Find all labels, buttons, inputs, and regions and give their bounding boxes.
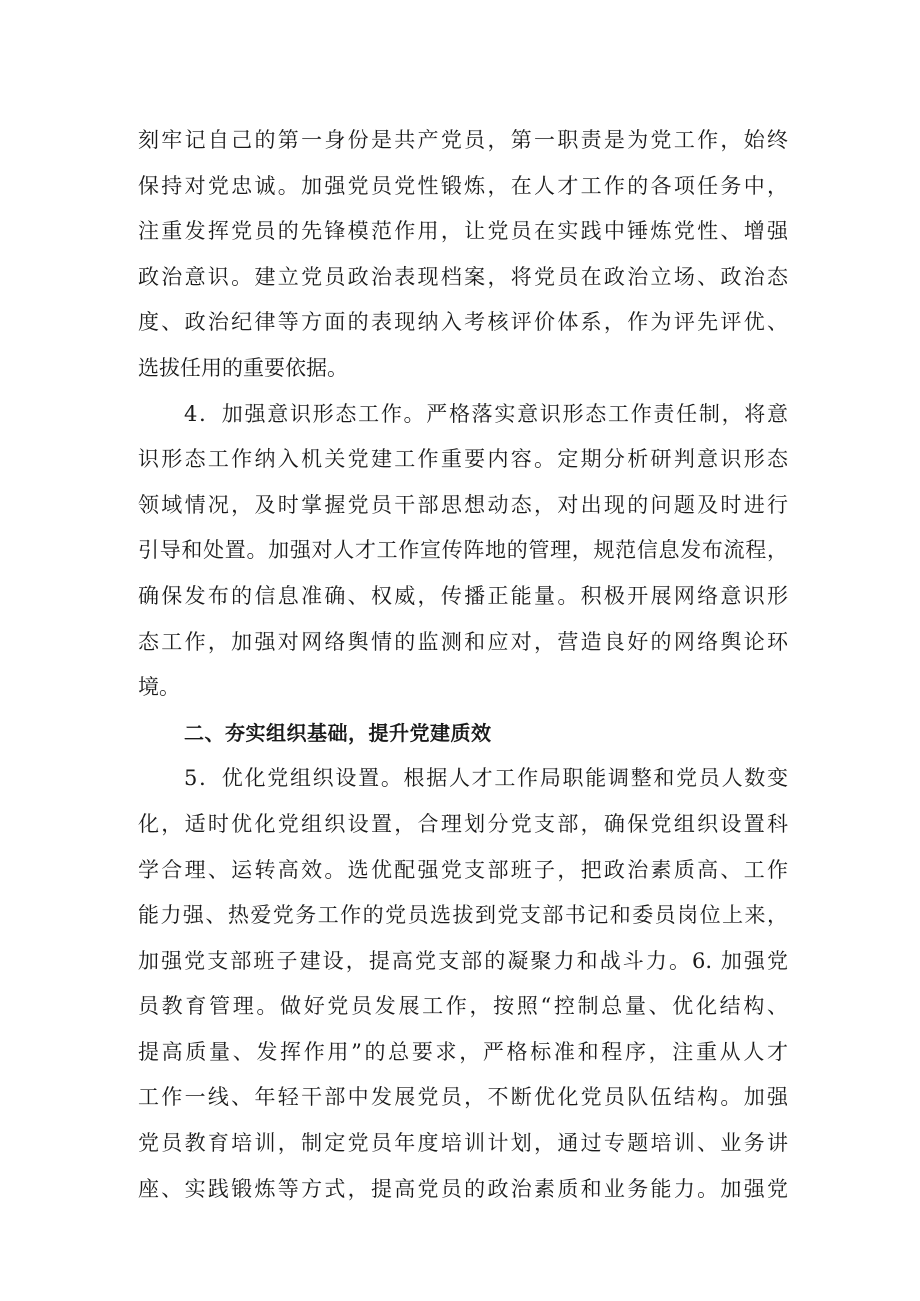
text-line: 化，适时优化党组织设置，合理划分党支部，确保党组织设置科	[138, 811, 788, 836]
text-line: 保持对党忠诚。加强党员党性锻炼，在人才工作的各项任务中，	[138, 173, 788, 198]
text-line: 识形态工作纳入机关党建工作重要内容。定期分析研判意识形态	[138, 447, 788, 472]
document-body	[138, 118, 788, 1212]
text-line: 度、政治纪律等方面的表现纳入考核评价体系，作为评先评优、	[138, 310, 788, 335]
text-line: 引导和处置。加强对人才工作宣传阵地的管理，规范信息发布流程，	[138, 538, 788, 563]
text-line: 能力强、热爱党务工作的党员选拔到党支部书记和委员岗位上来，	[138, 903, 788, 928]
text-line: 党员教育培训，制定党员年度培训计划，通过专题培训、业务讲	[138, 1131, 788, 1156]
text-line: 刻牢记自己的第一身份是共产党员，第一职责是为党工作，始终	[138, 128, 788, 152]
text-line: 加强党支部班子建设，提高党支部的凝聚力和战斗力。6. 加强党	[138, 948, 788, 973]
text-line: 工作一线、年轻干部中发展党员，不断优化党员队伍结构。加强	[138, 1085, 788, 1110]
text-line: 态工作，加强对网络舆情的监测和应对，营造良好的网络舆论环	[138, 629, 788, 654]
text-line: 注重发挥党员的先锋模范作用，让党员在实践中锤炼党性、增强	[138, 219, 788, 244]
text-line: 4．加强意识形态工作。严格落实意识形态工作责任制，将意	[184, 401, 788, 426]
text-line: 座、实践锻炼等方式，提高党员的政治素质和业务能力。加强党	[138, 1176, 788, 1201]
text-line: 领域情况，及时掌握党员干部思想动态，对出现的问题及时进行	[138, 492, 788, 517]
text-line: 确保发布的信息准确、权威，传播正能量。积极开展网络意识形	[138, 583, 788, 608]
section-heading: 二、夯实组织基础，提升党建质效	[184, 720, 492, 745]
text-line: 选拔任用的重要依据。	[138, 355, 348, 380]
text-line: 5．优化党组织设置。根据人才工作局职能调整和党员人数变	[184, 766, 788, 791]
text-line: 境。	[138, 675, 180, 700]
text-line: 提高质量、发挥作用”的总要求，严格标准和程序，注重从人才	[138, 1039, 788, 1064]
text-line: 政治意识。建立党员政治表现档案，将党员在政治立场、政治态	[138, 264, 788, 289]
text-line: 学合理、运转高效。选优配强党支部班子，把政治素质高、工作	[138, 857, 788, 882]
text-line: 员教育管理。做好党员发展工作，按照“控制总量、优化结构、	[138, 994, 788, 1019]
